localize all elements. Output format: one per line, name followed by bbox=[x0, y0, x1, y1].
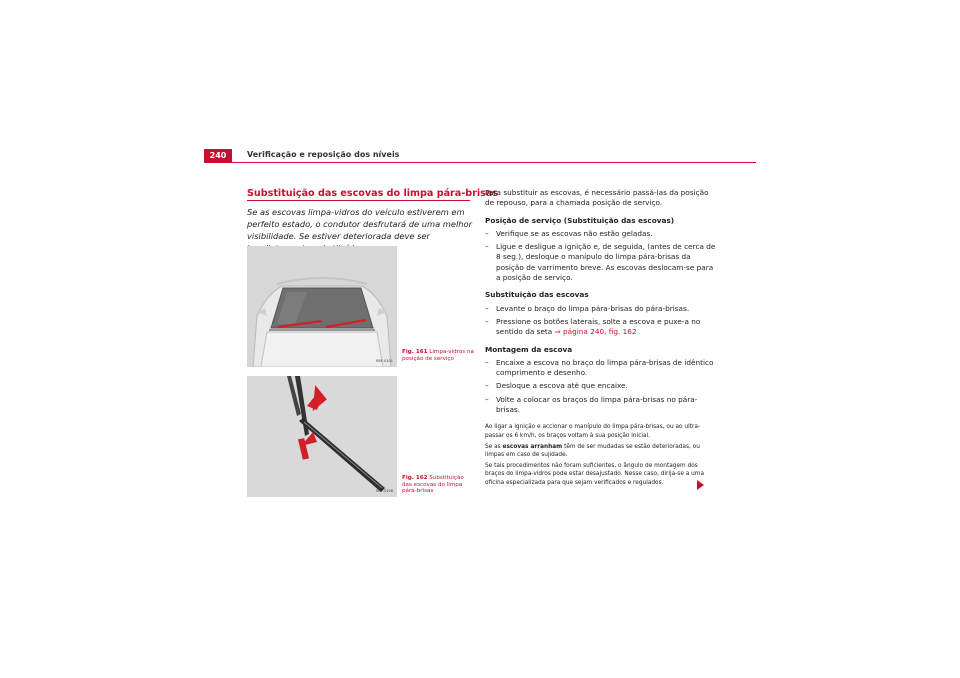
list-item-text: Pressione os botões laterais, solte a escova e puxe-a no sentido da seta bbox=[496, 316, 701, 337]
section-intro: Se as escovas limpa-vidros do veículo estiverem em perfeito estado, o condutor desfrutará de uma melhor visibilidade. Se estiver deteriorada deve ser bbox=[247, 207, 473, 241]
list-item bbox=[485, 229, 717, 239]
list-item-text: Verifique se as escovas não estão geladas. bbox=[496, 228, 653, 238]
figure-reference-link[interactable]: ⇒ página 240, fig. 162 bbox=[554, 327, 637, 337]
header-divider bbox=[204, 162, 756, 163]
figure-wiper-service-position bbox=[247, 246, 397, 367]
list-item-text: Volte a colocar os braços do limpa pára-brisas no pára-brisas. bbox=[496, 394, 698, 415]
figure-caption-text: Substituição das escovas do limpa pára-brisas bbox=[402, 475, 464, 495]
figure-number: Fig. 162 bbox=[402, 475, 428, 481]
section-divider bbox=[247, 200, 470, 201]
bullet-dash: – bbox=[485, 303, 489, 313]
note-paragraph: Se tais procedimentos não foram suficientes, o ângulo de montagem dos braços do limpa-vidros pode estar desajustado. Nesse caso, dirija-se a uma oficina especializada para que sejam verificados e regulados. bbox=[485, 463, 704, 486]
note-paragraph bbox=[485, 443, 717, 459]
lead-paragraph: Para substituir as escovas, é necessário passá-las da posição de repouso, para a chamada posição de serviço. bbox=[485, 188, 709, 208]
subheading-service-position: Posição de serviço (Substituição das escovas) bbox=[485, 215, 675, 225]
figure-caption-text: Limpa-vidros na posição de serviço bbox=[402, 349, 474, 362]
subheading-mount-blade: Montagem da escova bbox=[485, 344, 573, 354]
figure-caption bbox=[402, 349, 474, 362]
page-number: 240 bbox=[204, 149, 232, 163]
list-item bbox=[485, 395, 717, 416]
instructions-column bbox=[485, 188, 717, 487]
list-item-text: Encaixe a escova no braço do limpa pára-brisas de idêntico comprimento e desenho. bbox=[496, 357, 714, 378]
list-item-text: Desloque a escova até que encaixe. bbox=[496, 381, 628, 391]
list-item bbox=[485, 381, 717, 391]
bullet-dash: – bbox=[485, 394, 489, 404]
list-item bbox=[485, 317, 717, 338]
continue-arrow-icon bbox=[697, 480, 704, 490]
list-item-text: Levante o braço do limpa pára-brisas do pára-brisas. bbox=[496, 303, 690, 313]
figure-code: B5F-0101 bbox=[376, 359, 393, 363]
car-windscreen-illustration bbox=[247, 246, 397, 367]
note-paragraph: Ao ligar a ignição e accionar o manípulo do limpa pára-brisas, ou ao ultra-passar os 6 km/h, os braços voltam à sua posição inicial. bbox=[485, 424, 701, 439]
section-title: Substituição das escovas do limpa pára-brisas bbox=[247, 188, 499, 199]
bullet-dash: – bbox=[485, 357, 489, 367]
running-header: Verificação e reposição dos níveis bbox=[247, 150, 400, 159]
list-item bbox=[485, 304, 717, 314]
figure-code: B5F-0106 bbox=[376, 489, 393, 493]
figure-wiper-blade-replacement bbox=[247, 376, 397, 497]
bullet-dash: – bbox=[485, 228, 489, 238]
note-emphasis: escovas arranham bbox=[502, 443, 563, 450]
bullet-dash: – bbox=[485, 242, 489, 252]
subheading-replace-blades: Substituição das escovas bbox=[485, 290, 589, 300]
bullet-dash: – bbox=[485, 381, 489, 391]
figure-number: Fig. 161 bbox=[402, 349, 428, 355]
wiper-blade-illustration bbox=[247, 376, 397, 497]
figure-caption bbox=[402, 475, 474, 495]
note-text: Se as bbox=[485, 443, 501, 450]
note-text: têm de ser mudadas se estão deterioradas, ou limpas em caso de sujidade. bbox=[485, 443, 700, 458]
bullet-dash: – bbox=[485, 316, 489, 326]
list-item bbox=[485, 242, 717, 283]
list-item bbox=[485, 358, 717, 379]
list-item-text: Ligue e desligue a ignição e, de seguida, (antes de cerca de 8 seg.), desloque o manípulo do limpa pára-brisas da posição de varrimento breve. As escovas deslocam-se para a posição de serviço. bbox=[496, 242, 716, 283]
